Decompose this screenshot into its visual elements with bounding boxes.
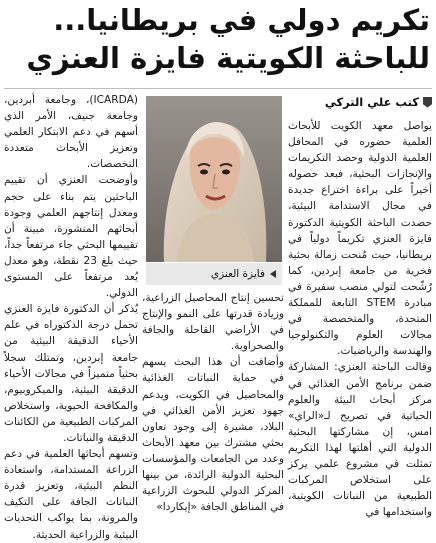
article-paragraph: وتسهم أبحاثها العلمية في دعم الزراعة المستدامة، واستعادة النظم البيئية، وتعزيز قدرة النباتات الجافة على التكيف والمرونة، بما يواكب التحديات البيئية والزراعية الحديثة. xyxy=(4,448,138,541)
headline-line-1: تكريم دولي في بريطانيا... xyxy=(53,3,430,37)
portrait-illustration xyxy=(146,96,282,262)
byline xyxy=(288,92,432,112)
photo-caption-text: فايزة العنزي xyxy=(210,268,265,280)
byline-marker-icon xyxy=(423,97,432,108)
article-paragraph: وأضافت أن هذا البحث يسهم في حماية النباتات الغذائية والمحاصيل في الكويت، ويدعم جهود تعزيز الأمن الغذائي في البلاد، مشيرة إلى وجود تعاون بحثي مشترك بين معهد الأبحاث وعدد من الجامعات والمؤسسات البحثية الدولية الرائدة، من بينها المركز الدولي للبحوث الزراعية في المناطق الجافة «إيكاردا» xyxy=(142,356,284,514)
headline-line-2: للباحثة الكويتية فايزة العنزي xyxy=(26,41,430,75)
article-paragraph: وقالت الباحثة العنزي: المشاركة ضمن برنامج الأمن الغذائي في مركز أبحاث البيئة والعلوم الحياتية في تصريح لـ«الراي» امس، إن مشاركتها البحثية الدولية التي أهلتها لهذا التكريم تمثلت في مشروع علمي يركز على استخلاص المركبات الطبيعية من النباتات الكويتية، واستخدامها في xyxy=(288,361,432,519)
article-paragraph: (ICARDA)، وجامعة أبردين، وجامعة جنيف، الأمر الذي أسهم في دعم الابتكار العلمي وتعزيز الأبحاث متعددة التخصصات. xyxy=(4,94,138,171)
headline-divider xyxy=(4,88,432,89)
article-paragraph: يواصل معهد الكويت للأبحاث العلمية حضوره في المحافل العلمية الدولية وحصد التكريمات والإنجازات البحثية، فبعد حصوله أخيراً على براءة اختراع جديدة في مجال الاستدامة البيئية، حصدت الباحثة الكويتية الدكتورة فايزة العنزي تكريماً دولياً في بريطانيا، حيث مُنحت زمالة بحثية فخرية من جامعة إبردين، كما رُشّحت لتولي منصب سفيرة في مبادرة STEM التابعة للمملكة المتحدة، والمتخصصة في مجالات العلوم والتكنولوجيا والهندسة والرياضيات. xyxy=(288,120,432,358)
article-paragraph: تحسين إنتاج المحاصيل الزراعية، وزيادة قدرتها على النمو والإنتاج في الأراضي القاحلة والجافة والصحراوية. xyxy=(142,292,284,353)
article-column-right xyxy=(288,118,432,519)
article-paragraph: وأوضحت العنزي أن تقييم الباحثين يتم بناء على حجم ومعدل إنتاجهم العلمي وجودة أبحاثهم المنشورة، مبينة أن تقييمها البحثي جاء مرتفعاً جداً، حيث بلغ 23 نقطة، وهو معدل يُعد مرتفعاً على المستوى الدولي. xyxy=(4,174,138,300)
article-paragraph: يُذكر أن الدكتورة فايزة العنزي تحمل درجة الدكتوراه في علم الأحياء الدقيقة البيئية من جامعة إبردين، وتمتلك سجلاً بحثياً متميزاً في مجالات الأحياء الدقيقة البيئية، والميكروبيوم، والمكافحة الحيوية، واستخلاص المركبات الطبيعية من الكائنات الدقيقة والنباتات. xyxy=(4,303,138,444)
article-column-middle xyxy=(142,290,284,514)
byline-text: كتب علي التركي xyxy=(324,95,419,109)
portrait-photo xyxy=(146,96,282,262)
caption-marker-icon xyxy=(270,270,276,278)
photo-caption xyxy=(146,263,282,285)
article-column-left xyxy=(4,92,138,541)
